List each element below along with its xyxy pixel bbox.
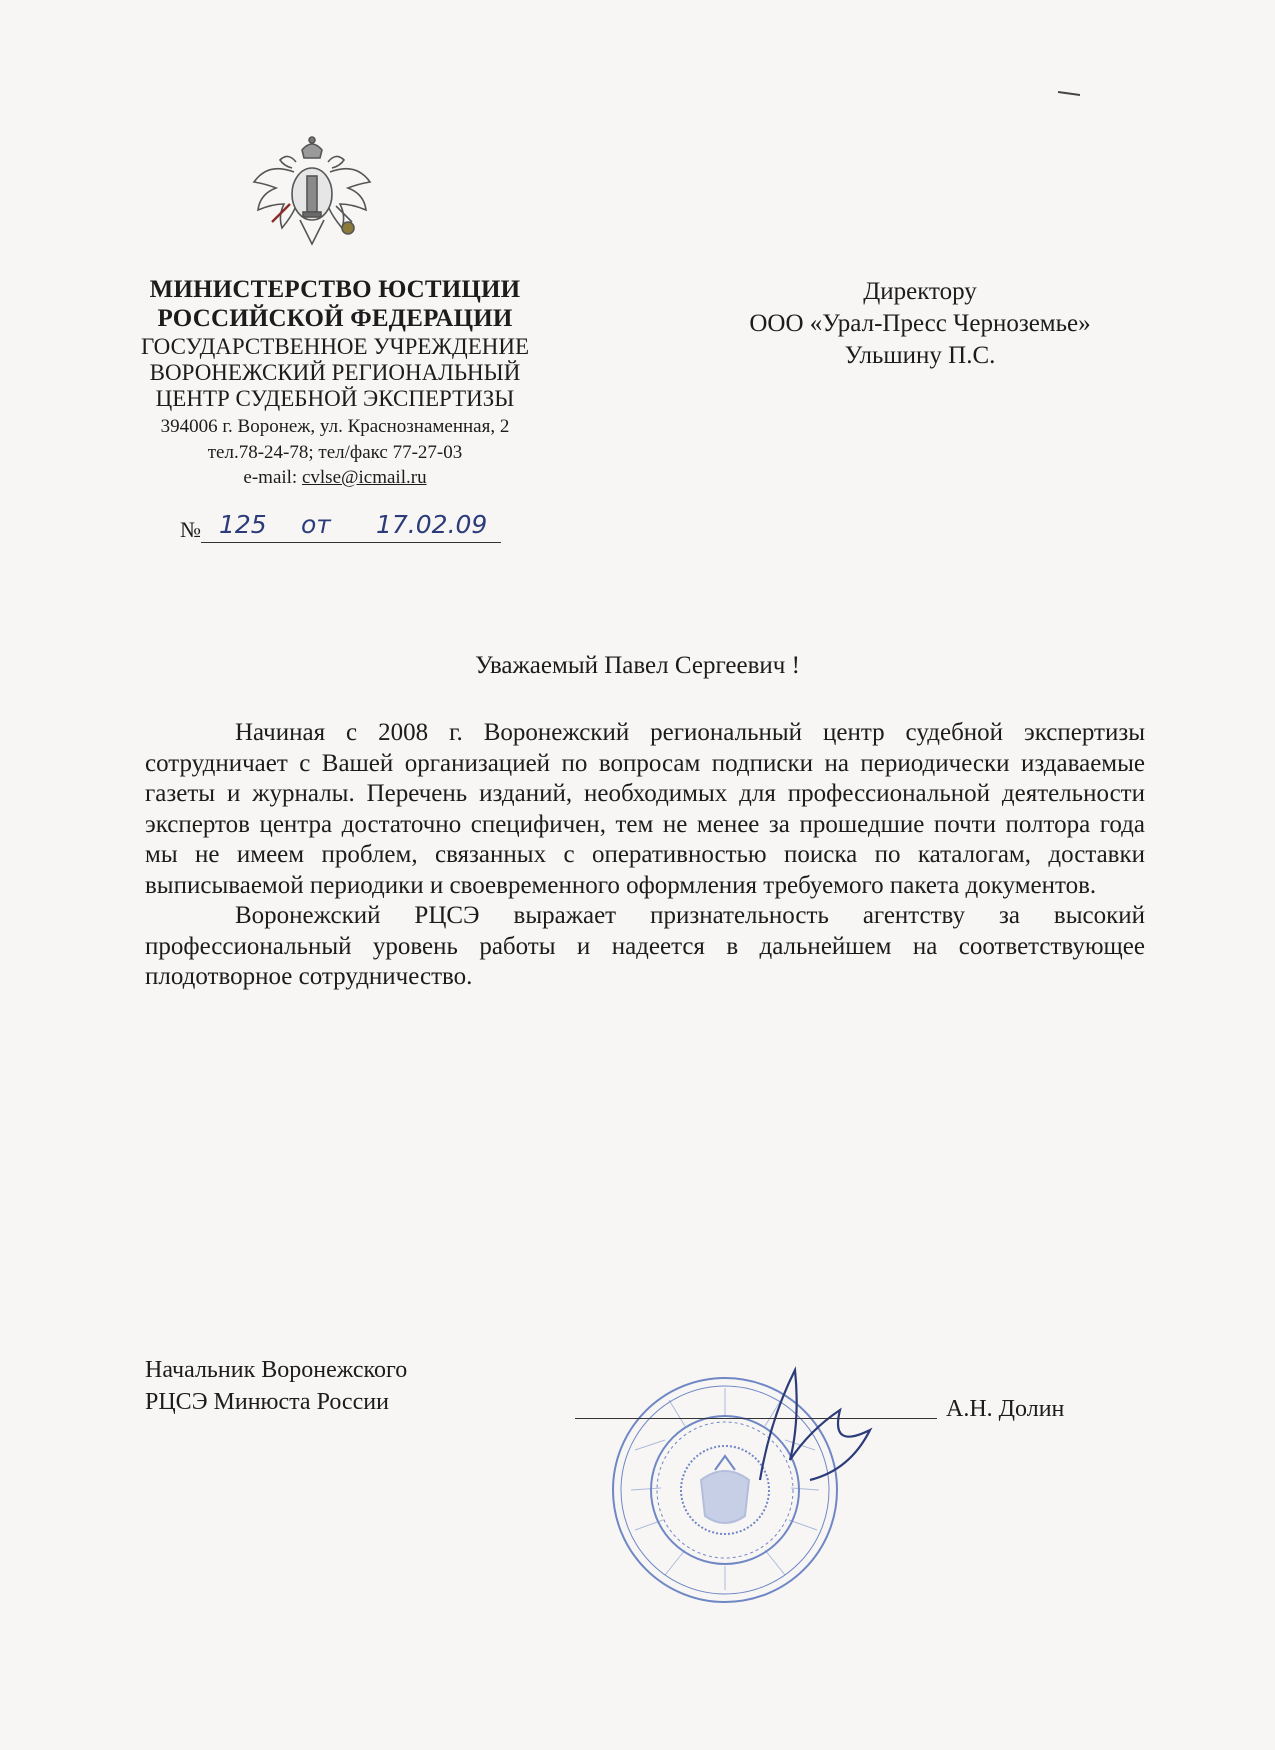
letter-body <box>145 718 1145 993</box>
sender-email-row <box>110 466 560 490</box>
email-link[interactable]: cvlse@icmail.ru <box>301 467 427 489</box>
signatory-title-line-2: РЦСЭ Минюста России <box>145 1389 389 1415</box>
recipient-block <box>700 276 1140 372</box>
recipient-line-2: ООО «Урал-Пресс Черноземье» <box>749 310 1091 337</box>
body-paragraph-1: Начиная с 2008 г. Воронежский региональный центр судебной экспертизы сотрудничает с Вашей организацией по вопросам подписки на периодически издаваемые газеты и журналы. Перечень изданий, необходимых для профессиональной деятельности экспертов центра достаточно специфичен, тем не менее за прошедшие почти полтора года мы не имеем проблем, связанных с оперативностью поиска по каталогам, доставки выписываемой периодики и своевременного оформления требуемого пакета документов. <box>145 719 1145 899</box>
email-label: e-mail: <box>243 467 302 489</box>
outgoing-reference <box>180 510 501 543</box>
reference-date: 17.02.09 <box>376 510 488 539</box>
scan-mark-icon <box>1058 90 1080 96</box>
reference-from: от <box>301 510 331 539</box>
recipient-line-1: Директору <box>863 278 977 305</box>
sender-phones: тел.78-24-78; тел/факс 77-27-03 <box>207 441 463 463</box>
signatory-title <box>145 1354 407 1418</box>
signatory-name: А.Н. Долин <box>946 1396 1065 1422</box>
signatory-title-line-1: Начальник Воронежского <box>145 1357 408 1383</box>
ministry-line-1: МИНИСТЕРСТВО ЮСТИЦИИ <box>149 276 521 303</box>
greeting: Уважаемый Павел Сергеевич ! <box>475 652 800 679</box>
number-label: № <box>180 517 201 542</box>
handwritten-signature-icon <box>700 1360 900 1500</box>
reference-number: 125 <box>219 510 267 539</box>
sender-address: 394006 г. Воронеж, ул. Краснознаменная, 2 <box>160 415 510 437</box>
eagle-emblem-icon <box>248 132 376 252</box>
body-paragraph-2: Воронежский РЦСЭ выражает признательность агентству за высокий профессиональный уровень работы и надеется в дальнейшем на соответствующее плодотворное сотрудничество. <box>145 902 1145 990</box>
institution-line-2: ВОРОНЕЖСКИЙ РЕГИОНАЛЬНЫЙ <box>149 359 521 385</box>
institution-line-1: ГОСУДАРСТВЕННОЕ УЧРЕЖДЕНИЕ <box>140 333 530 359</box>
reference-line <box>201 510 501 543</box>
ministry-line-2: РОССИЙСКОЙ ФЕДЕРАЦИИ <box>157 304 513 332</box>
sender-header <box>110 276 560 490</box>
recipient-line-3: Ульшину П.С. <box>844 342 996 369</box>
institution-line-3: ЦЕНТР СУДЕБНОЙ ЭКСПЕРТИЗЫ <box>155 386 515 412</box>
signature-line <box>575 1418 937 1419</box>
